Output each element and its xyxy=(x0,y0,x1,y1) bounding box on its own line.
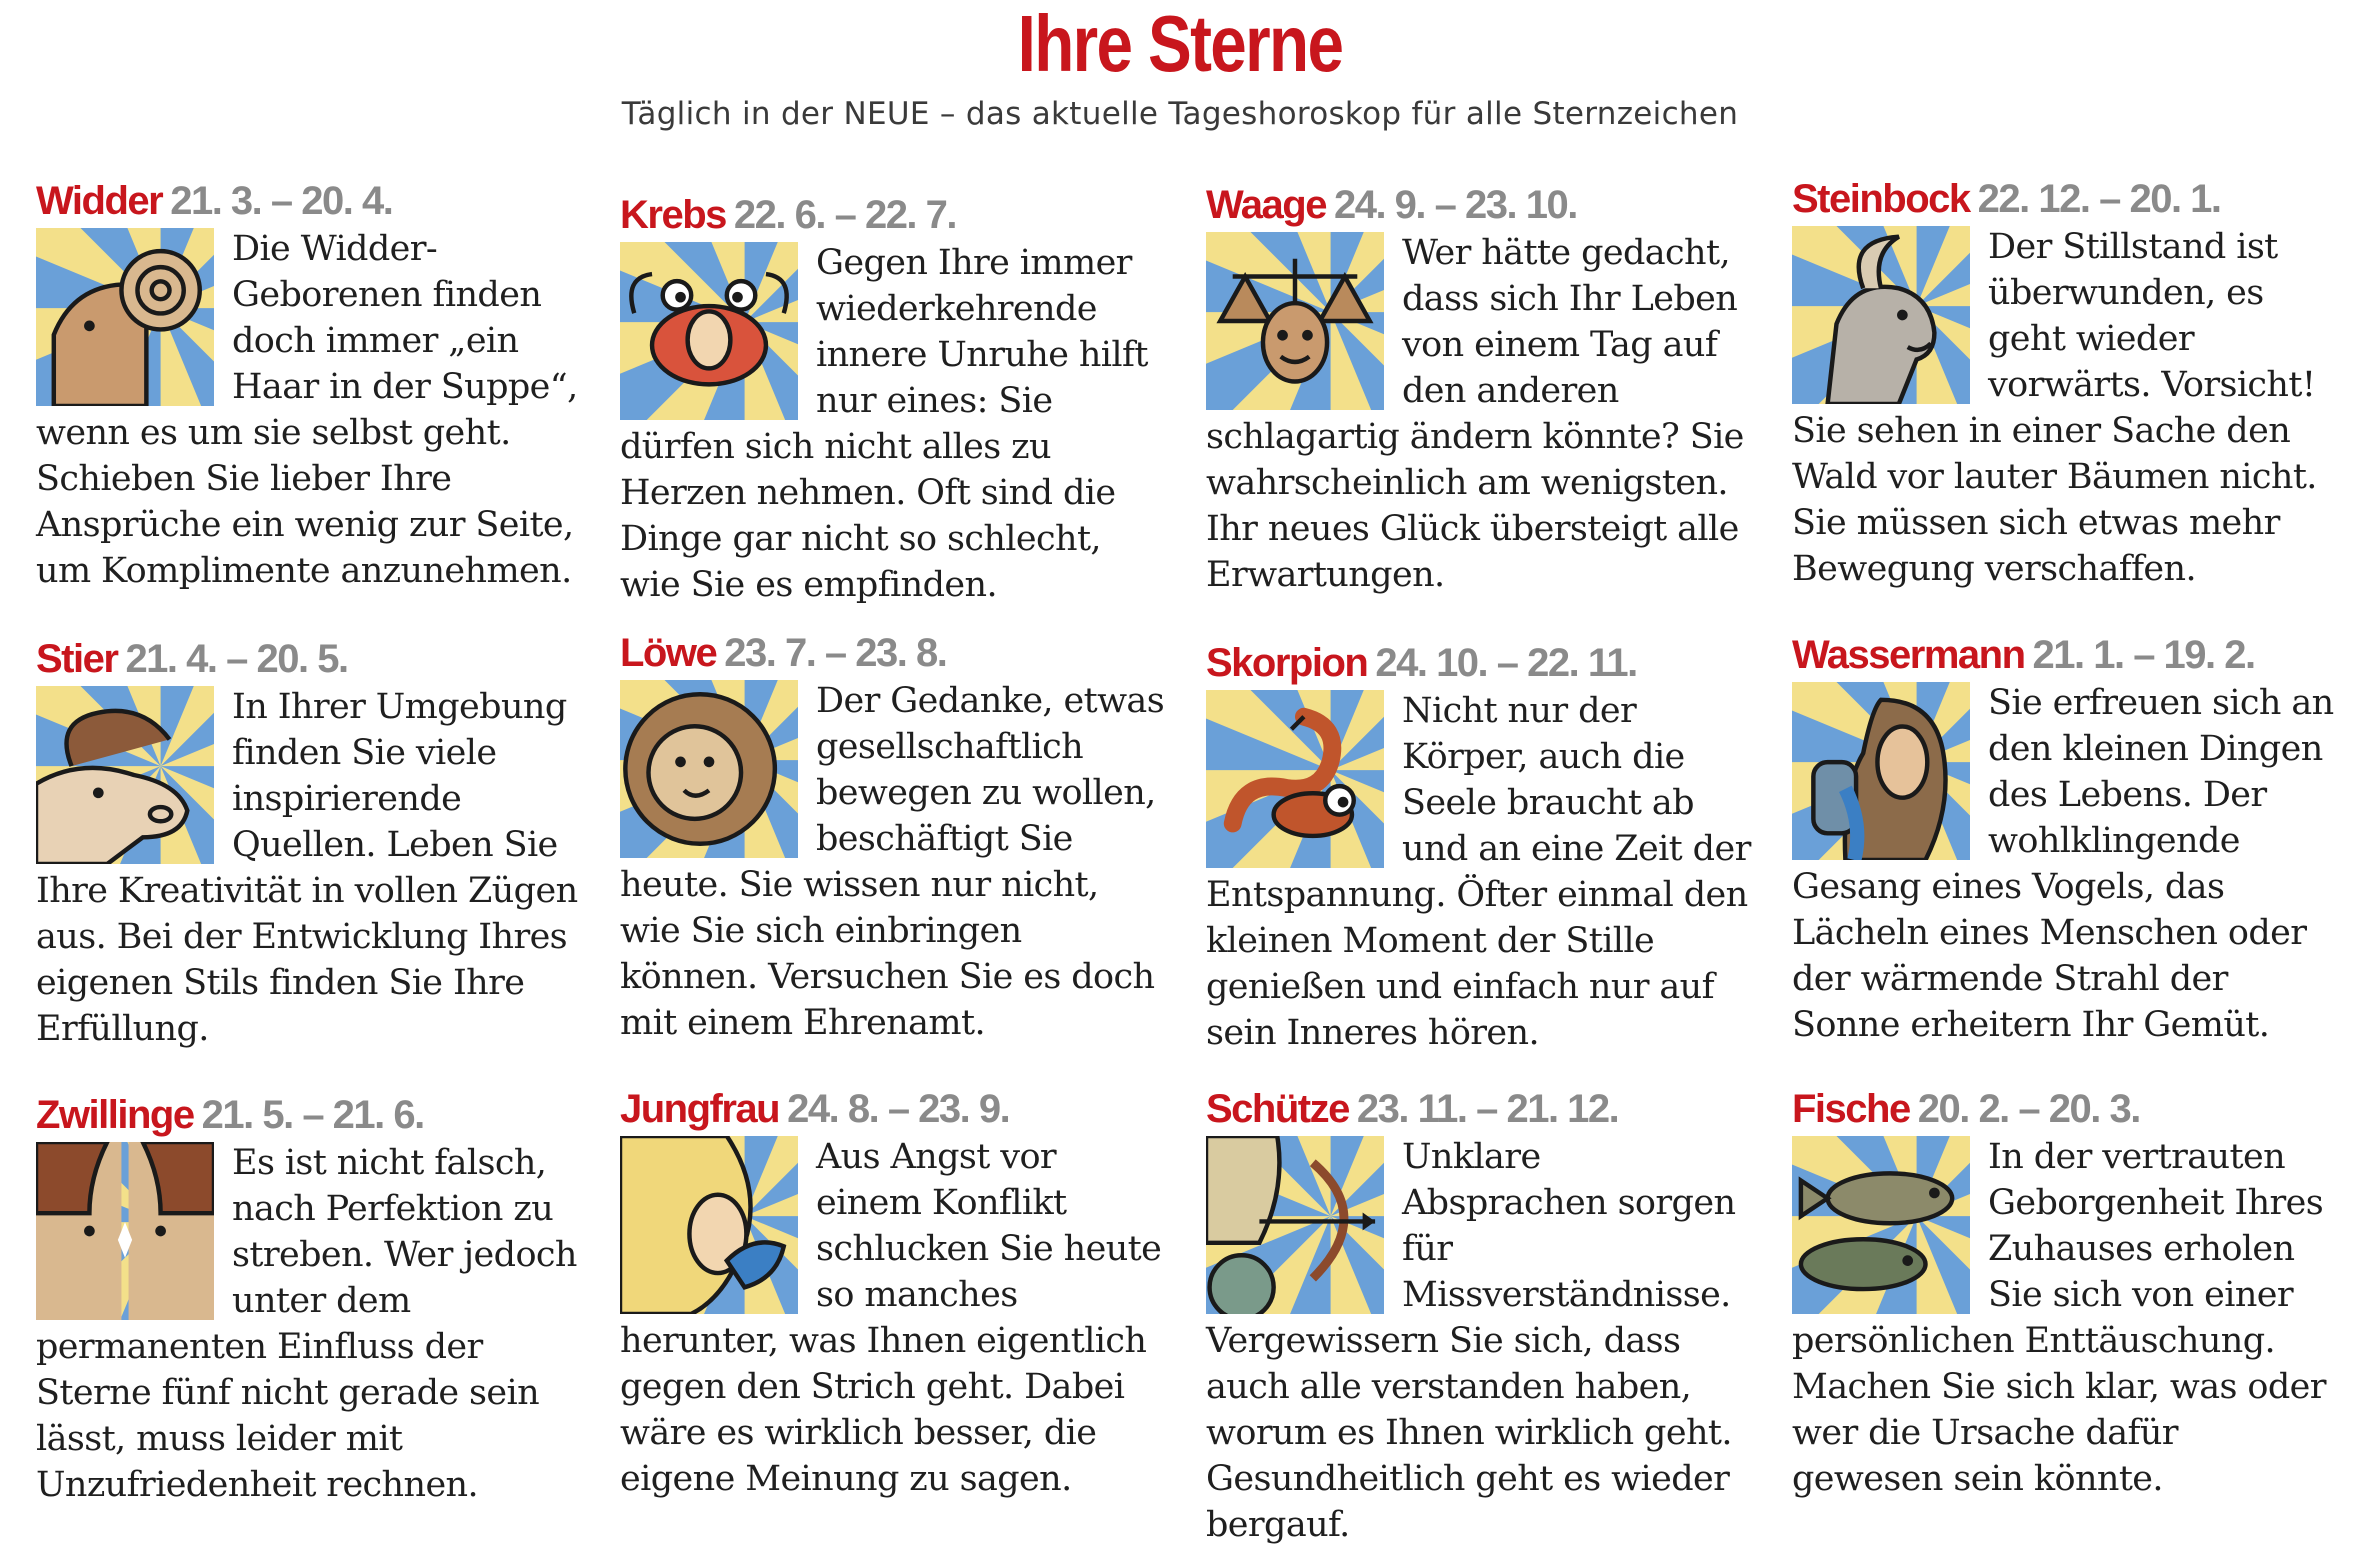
sign-text: Gegen Ihre immer wiederkehrende innere Unruhe hilft nur eines: Sie dürfen sich nicht alles zu Herzen nehmen. Oft sind die Dinge gar nicht so schlecht, wie Sie es empfinden. xyxy=(620,243,1148,605)
sign-heading xyxy=(620,192,1165,238)
sign-date: 22. 12. – 20. 1. xyxy=(1977,177,2221,221)
twins-icon xyxy=(36,1142,214,1320)
sign-fische xyxy=(1792,1086,2337,1502)
sign-date: 21. 4. – 20. 5. xyxy=(125,637,348,681)
sign-heading xyxy=(1206,182,1751,228)
aquarius-icon xyxy=(1792,682,1970,860)
sign-name: Zwillinge xyxy=(36,1093,194,1137)
sign-stier xyxy=(36,636,581,1052)
sign-text: Unklare Absprachen sorgen für Missverständnisse. Vergewissern Sie sich, dass auch alle verstanden haben, worum es Ihnen wirklich geht. Gesundheitlich geht es wieder bergauf. xyxy=(1206,1137,1736,1545)
sign-heading xyxy=(1792,1086,2337,1132)
sign-name: Skorpion xyxy=(1206,641,1368,685)
scorpion-icon xyxy=(1206,690,1384,868)
crab-icon xyxy=(620,242,798,420)
sign-name: Stier xyxy=(36,637,118,681)
sign-zwillinge xyxy=(36,1092,581,1508)
ram-icon xyxy=(36,228,214,406)
page-title: Ihre Sterne xyxy=(1017,0,1343,88)
sign-heading xyxy=(620,630,1165,676)
sign-jungfrau xyxy=(620,1086,1165,1502)
sign-text: Der Stillstand ist überwunden, es geht wieder vorwärts. Vorsicht! Sie sehen in einer Sache den Wald vor lauter Bäumen nicht. Sie müssen sich etwas mehr Bewegung verschaffen. xyxy=(1792,227,2317,589)
sign-date: 24. 10. – 22. 11. xyxy=(1375,641,1637,685)
sign-date: 20. 2. – 20. 3. xyxy=(1917,1087,2140,1131)
sign-date: 21. 5. – 21. 6. xyxy=(201,1093,424,1137)
sign-text: In der vertrauten Geborgenheit Ihres Zuhauses erholen Sie sich von einer persönlichen Enttäuschung. Machen Sie sich klar, was oder wer die Ursache dafür gewesen sein könnte. xyxy=(1792,1137,2326,1499)
sign-text: Es ist nicht falsch, nach Perfektion zu streben. Wer jedoch unter dem permanenten Einfluss der Sterne fünf nicht gerade sein lässt, muss leider mit Unzufriedenheit rechnen. xyxy=(36,1143,577,1505)
sign-widder xyxy=(36,178,581,594)
sign-wassermann xyxy=(1792,632,2337,1048)
sign-text: Sie erfreuen sich an den kleinen Dingen des Lebens. Der wohlklingende Gesang eines Vogels, das Lächeln eines Menschen oder der wärmende Strahl der Sonne erheitern Ihr Gemüt. xyxy=(1792,683,2334,1045)
sign-heading xyxy=(36,1092,581,1138)
archer-icon xyxy=(1206,1136,1384,1314)
sign-date: 23. 11. – 21. 12. xyxy=(1356,1087,1619,1131)
sign-heading xyxy=(1792,176,2337,222)
sign-text: Die Widder-Geborenen finden doch immer „ein Haar in der Suppe“, wenn es um sie selbst geht. Schieben Sie lieber Ihre Ansprüche ein wenig zur Seite, um Komplimente anzunehmen. xyxy=(36,229,578,591)
sign-heading xyxy=(1792,632,2337,678)
sign-schuetze xyxy=(1206,1086,1751,1548)
sign-text: In Ihrer Umgebung finden Sie viele inspirierende Quellen. Leben Sie Ihre Kreativität in vollen Zügen aus. Bei der Entwicklung Ihres eigenen Stils finden Sie Ihre Erfüllung. xyxy=(36,687,578,1049)
sign-name: Krebs xyxy=(620,193,726,237)
sign-date: 24. 9. – 23. 10. xyxy=(1333,183,1577,227)
sign-date: 23. 7. – 23. 8. xyxy=(724,631,947,675)
sign-date: 21. 3. – 20. 4. xyxy=(170,179,393,223)
sign-heading xyxy=(1206,1086,1751,1132)
sign-name: Wassermann xyxy=(1792,633,2025,677)
sign-skorpion xyxy=(1206,640,1751,1056)
sign-name: Fische xyxy=(1792,1087,1910,1131)
sign-text: Der Gedanke, etwas gesellschaftlich bewegen zu wollen, beschäftigt Sie heute. Sie wissen nur nicht, wie Sie sich einbringen können. Versuchen Sie es doch mit einem Ehrenamt. xyxy=(620,681,1165,1043)
sign-date: 22. 6. – 22. 7. xyxy=(733,193,957,237)
sign-date: 21. 1. – 19. 2. xyxy=(2032,633,2255,677)
scales-icon xyxy=(1206,232,1384,410)
fish-icon xyxy=(1792,1136,1970,1314)
header xyxy=(0,0,2360,132)
sign-loewe xyxy=(620,630,1165,1046)
sign-heading xyxy=(1206,640,1751,686)
lion-icon xyxy=(620,680,798,858)
sign-name: Waage xyxy=(1206,183,1326,227)
sign-waage xyxy=(1206,182,1751,598)
bull-icon xyxy=(36,686,214,864)
sign-name: Widder xyxy=(36,179,163,223)
sign-date: 24. 8. – 23. 9. xyxy=(787,1087,1010,1131)
sign-name: Löwe xyxy=(620,631,717,675)
sign-text: Aus Angst vor einem Konflikt schlucken Sie heute so manches herunter, was Ihnen eigentlich gegen den Strich geht. Dabei wäre es wirklich besser, die eigene Meinung zu sagen. xyxy=(620,1137,1162,1499)
sign-krebs xyxy=(620,192,1165,608)
sign-name: Steinbock xyxy=(1792,177,1970,221)
virgo-icon xyxy=(620,1136,798,1314)
sign-heading xyxy=(620,1086,1165,1132)
sign-heading xyxy=(36,636,581,682)
capricorn-icon xyxy=(1792,226,1970,404)
sign-text: Nicht nur der Körper, auch die Seele braucht ab und an eine Zeit der Entspannung. Öfter einmal den kleinen Moment der Stille genießen und einfach nur auf sein Inneres hören. xyxy=(1206,691,1751,1053)
sign-heading xyxy=(36,178,581,224)
sign-name: Jungfrau xyxy=(620,1087,780,1131)
sign-text: Wer hätte gedacht, dass sich Ihr Leben von einem Tag auf den anderen schlagartig ändern könnte? Sie wahrscheinlich am wenigsten. Ihr neues Glück übersteigt alle Erwartungen. xyxy=(1206,233,1744,595)
sign-steinbock xyxy=(1792,176,2337,592)
page-subtitle: Täglich in der NEUE – das aktuelle Tageshoroskop für alle Sternzeichen xyxy=(621,96,1739,132)
sign-name: Schütze xyxy=(1206,1087,1349,1131)
